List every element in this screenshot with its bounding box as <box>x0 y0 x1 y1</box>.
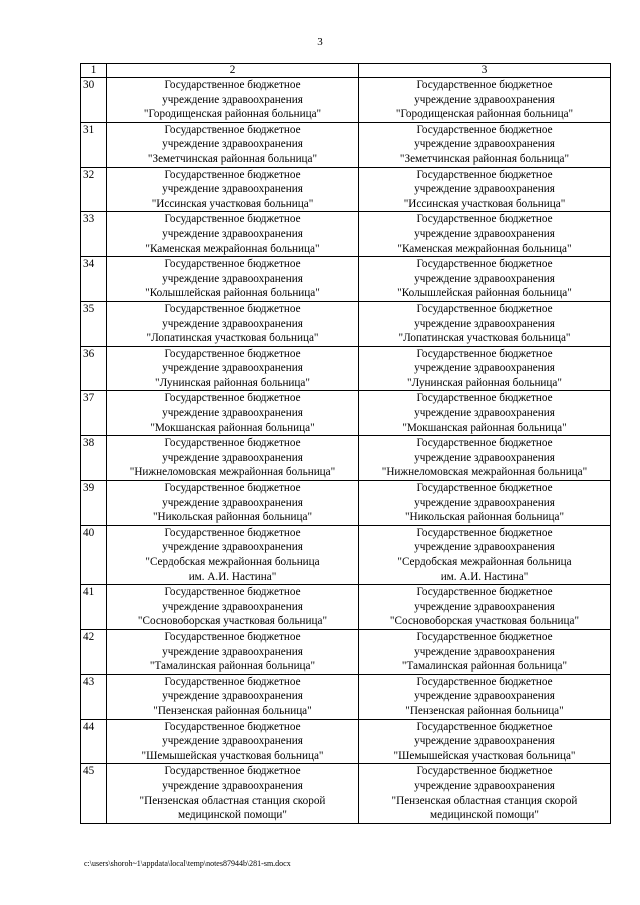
institution-name-cell: Государственное бюджетное учреждение здравоохранения "Сердобская межрайонная больница им. А.И. Настина" <box>359 525 611 584</box>
header-cell-1: 1 <box>81 64 107 78</box>
row-number-cell: 44 <box>81 719 107 764</box>
institution-name-cell: Государственное бюджетное учреждение здравоохранения "Нижнеломовская межрайонная больница" <box>107 436 359 481</box>
institution-name-cell: Государственное бюджетное учреждение здравоохранения "Мокшанская районная больница" <box>359 391 611 436</box>
footer-file-path: c:\users\shoroh~1\appdata\local\temp\notes87944b\281-sm.docx <box>84 859 291 868</box>
institution-name-cell: Государственное бюджетное учреждение здравоохранения "Никольская районная больница" <box>107 481 359 526</box>
table-row <box>81 78 611 123</box>
institution-name-cell: Государственное бюджетное учреждение здравоохранения "Тамалинская районная больница" <box>359 629 611 674</box>
institution-name-cell: Государственное бюджетное учреждение здравоохранения "Каменская межрайонная больница" <box>359 212 611 257</box>
institution-name-cell: Государственное бюджетное учреждение здравоохранения "Колышлейская районная больница" <box>107 257 359 302</box>
table-row <box>81 212 611 257</box>
institution-name-cell: Государственное бюджетное учреждение здравоохранения "Сосновоборская участковая больница" <box>359 585 611 630</box>
table-row <box>81 674 611 719</box>
institution-name-cell: Государственное бюджетное учреждение здравоохранения "Лопатинская участковая больница" <box>359 301 611 346</box>
row-number-cell: 43 <box>81 674 107 719</box>
institution-name-cell: Государственное бюджетное учреждение здравоохранения "Пензенская областная станция скорой медицинской помощи" <box>107 764 359 823</box>
row-number-cell: 35 <box>81 301 107 346</box>
row-number-cell: 42 <box>81 629 107 674</box>
institution-name-cell: Государственное бюджетное учреждение здравоохранения "Городищенская районная больница" <box>359 78 611 123</box>
institution-name-cell: Государственное бюджетное учреждение здравоохранения "Земетчинская районная больница" <box>107 122 359 167</box>
table-row <box>81 481 611 526</box>
header-cell-2: 2 <box>107 64 359 78</box>
institution-name-cell: Государственное бюджетное учреждение здравоохранения "Шемышейская участковая больница" <box>359 719 611 764</box>
institution-name-cell: Государственное бюджетное учреждение здравоохранения "Иссинская участковая больница" <box>359 167 611 212</box>
institution-name-cell: Государственное бюджетное учреждение здравоохранения "Пензенская районная больница" <box>107 674 359 719</box>
row-number-cell: 41 <box>81 585 107 630</box>
table-row <box>81 719 611 764</box>
table-row <box>81 391 611 436</box>
table-row <box>81 629 611 674</box>
institution-name-cell: Государственное бюджетное учреждение здравоохранения "Городищенская районная больница" <box>107 78 359 123</box>
row-number-cell: 38 <box>81 436 107 481</box>
table-row <box>81 122 611 167</box>
institution-name-cell: Государственное бюджетное учреждение здравоохранения "Мокшанская районная больница" <box>107 391 359 436</box>
institution-name-cell: Государственное бюджетное учреждение здравоохранения "Иссинская участковая больница" <box>107 167 359 212</box>
table-row <box>81 764 611 823</box>
institution-name-cell: Государственное бюджетное учреждение здравоохранения "Каменская межрайонная больница" <box>107 212 359 257</box>
table-row <box>81 525 611 584</box>
table-row <box>81 257 611 302</box>
row-number-cell: 32 <box>81 167 107 212</box>
row-number-cell: 34 <box>81 257 107 302</box>
row-number-cell: 40 <box>81 525 107 584</box>
row-number-cell: 45 <box>81 764 107 823</box>
document-table <box>80 63 611 824</box>
institution-name-cell: Государственное бюджетное учреждение здравоохранения "Пензенская областная станция скорой медицинской помощи" <box>359 764 611 823</box>
table-row <box>81 585 611 630</box>
page-number: 3 <box>317 36 323 48</box>
institution-name-cell: Государственное бюджетное учреждение здравоохранения "Колышлейская районная больница" <box>359 257 611 302</box>
institution-name-cell: Государственное бюджетное учреждение здравоохранения "Нижнеломовская межрайонная больница" <box>359 436 611 481</box>
table-row <box>81 301 611 346</box>
institution-name-cell: Государственное бюджетное учреждение здравоохранения "Сердобская межрайонная больница им. А.И. Настина" <box>107 525 359 584</box>
institution-name-cell: Государственное бюджетное учреждение здравоохранения "Лопатинская участковая больница" <box>107 301 359 346</box>
institution-name-cell: Государственное бюджетное учреждение здравоохранения "Земетчинская районная больница" <box>359 122 611 167</box>
table-row <box>81 436 611 481</box>
institution-name-cell: Государственное бюджетное учреждение здравоохранения "Лунинская районная больница" <box>359 346 611 391</box>
row-number-cell: 36 <box>81 346 107 391</box>
institution-name-cell: Государственное бюджетное учреждение здравоохранения "Лунинская районная больница" <box>107 346 359 391</box>
table-row <box>81 346 611 391</box>
institution-name-cell: Государственное бюджетное учреждение здравоохранения "Никольская районная больница" <box>359 481 611 526</box>
row-number-cell: 30 <box>81 78 107 123</box>
header-cell-3: 3 <box>359 64 611 78</box>
institution-name-cell: Государственное бюджетное учреждение здравоохранения "Шемышейская участковая больница" <box>107 719 359 764</box>
row-number-cell: 39 <box>81 481 107 526</box>
table-row <box>81 167 611 212</box>
row-number-cell: 37 <box>81 391 107 436</box>
institution-name-cell: Государственное бюджетное учреждение здравоохранения "Тамалинская районная больница" <box>107 629 359 674</box>
institution-name-cell: Государственное бюджетное учреждение здравоохранения "Пензенская районная больница" <box>359 674 611 719</box>
row-number-cell: 33 <box>81 212 107 257</box>
table-header-row <box>81 64 611 78</box>
row-number-cell: 31 <box>81 122 107 167</box>
institution-name-cell: Государственное бюджетное учреждение здравоохранения "Сосновоборская участковая больница" <box>107 585 359 630</box>
